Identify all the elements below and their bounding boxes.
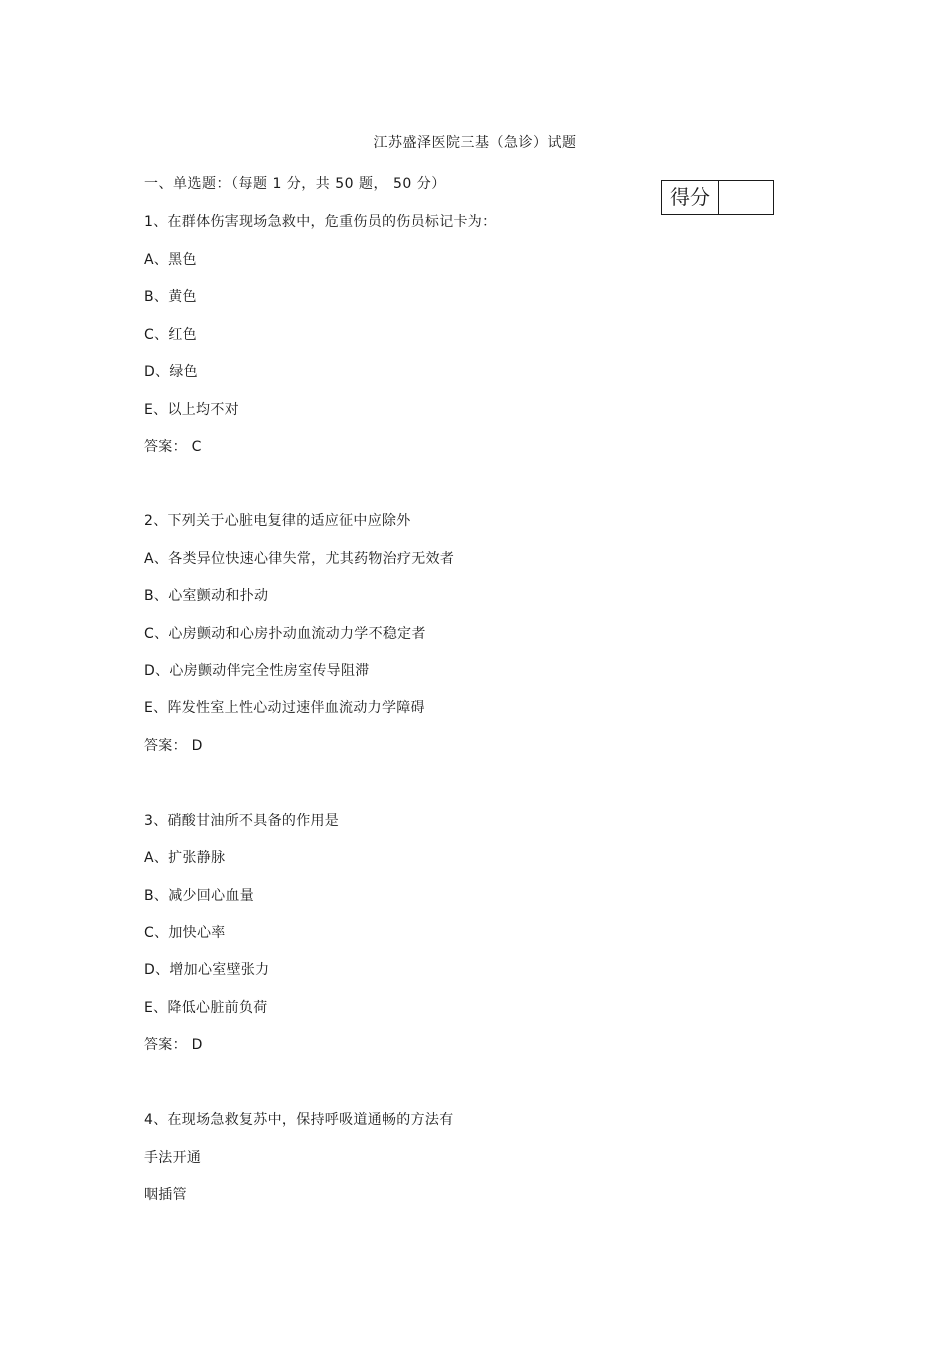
option-2b: B、心室颤动和扑动	[144, 588, 269, 604]
option-1e: E、以上均不对	[144, 402, 239, 418]
option-1a: A、黑色	[144, 252, 197, 268]
option-3d: D、增加心室壁张力	[144, 962, 270, 978]
option-3c: C、加快心率	[144, 925, 226, 941]
option-2d: D、心房颤动伴完全性房室传导阻滞	[144, 663, 370, 679]
option-3e: E、降低心脏前负荷	[144, 1000, 268, 1016]
option-2c: C、心房颤动和心房扑动血流动力学不稳定者	[144, 626, 426, 642]
question-stem-2: 2、下列关于心脏电复律的适应征中应除外	[144, 513, 411, 529]
answer-1: 答案： C	[144, 439, 202, 455]
option-4-line-1: 手法开通	[144, 1150, 202, 1166]
question-stem-4: 4、在现场急救复苏中，保持呼吸道通畅的方法有	[144, 1112, 454, 1128]
option-3a: A、扩张静脉	[144, 850, 226, 866]
section-heading: 一、单选题：（每题 1 分，共 50 题， 50 分）	[144, 176, 446, 192]
question-stem-1: 1、在群体伤害现场急救中，危重伤员的伤员标记卡为：	[144, 214, 497, 230]
option-4-line-2: 咽插管	[144, 1187, 187, 1203]
option-3b: B、减少回心血量	[144, 888, 255, 904]
option-1d: D、绿色	[144, 364, 198, 380]
score-label: 得分	[662, 181, 719, 214]
answer-3: 答案： D	[144, 1037, 203, 1053]
score-box	[661, 180, 774, 215]
option-2e: E、阵发性室上性心动过速伴血流动力学障碍	[144, 700, 425, 716]
option-2a: A、各类异位快速心律失常，尤其药物治疗无效者	[144, 551, 455, 567]
answer-2: 答案： D	[144, 738, 203, 754]
option-1c: C、红色	[144, 327, 197, 343]
document-title: 江苏盛泽医院三基（急诊）试题	[373, 135, 577, 151]
option-1b: B、黄色	[144, 289, 197, 305]
score-value-field	[719, 181, 773, 214]
question-stem-3: 3、硝酸甘油所不具备的作用是	[144, 813, 340, 829]
